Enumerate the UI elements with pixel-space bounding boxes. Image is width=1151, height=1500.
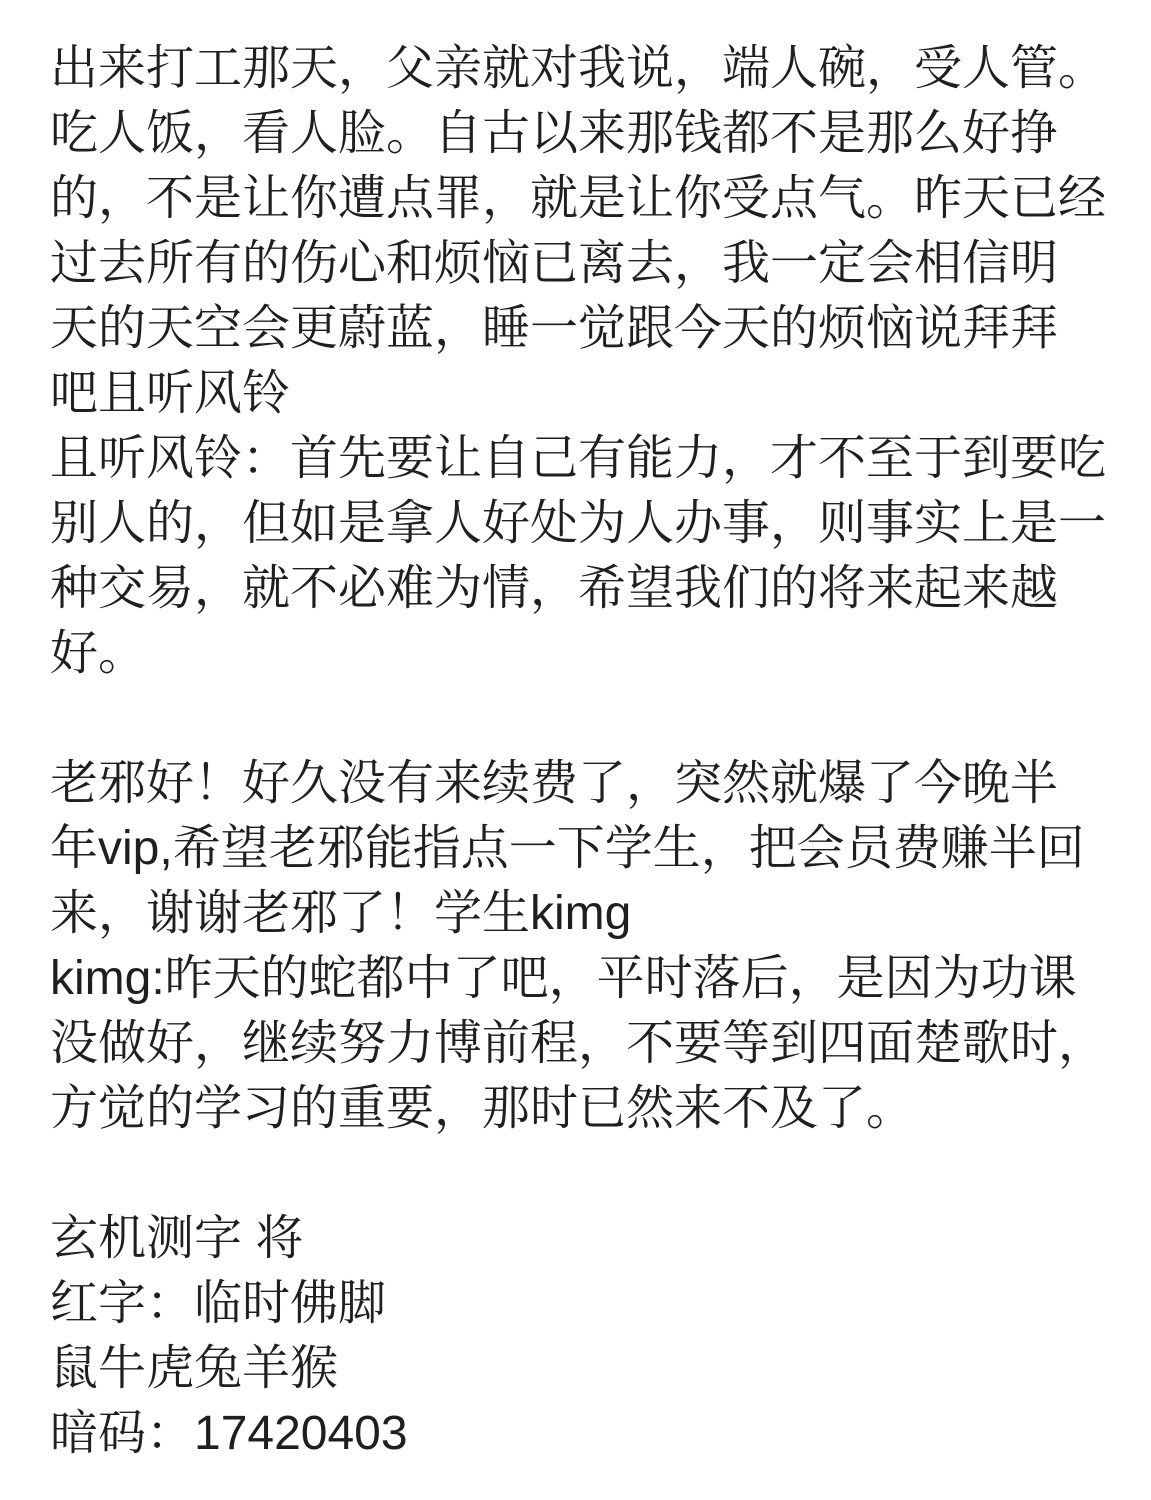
text-line: 来，谢谢老邪了！学生kimg [50,887,632,940]
text-line: 吧且听风铃 [50,367,291,420]
text-line: 的，不是让你遭点罪，就是让你受点气。昨天已经 [50,172,1107,225]
text-line: 暗码：17420403 [50,1407,408,1460]
text-line: 别人的，但如是拿人好处为人办事，则事实上是一 [50,497,1107,550]
text-line: 没做好，继续努力博前程，不要等到四面楚歌时， [50,1017,1107,1070]
text-line: 过去所有的伤心和烦恼已离去，我一定会相信明 [50,237,1059,290]
text-line: 种交易，就不必难为情，希望我们的将来起来越 [50,562,1059,615]
text-line: 红字：临时佛脚 [50,1277,387,1330]
text-line: 吃人饭，看人脸。自古以来那钱都不是那么好挣 [50,107,1059,160]
text-line: 好。 [50,627,147,680]
text-line: 天的天空会更蔚蓝，睡一觉跟今天的烦恼说拜拜 [50,302,1059,355]
text-line: 出来打工那天，父亲就对我说，端人碗，受人管。 [50,42,1107,95]
paragraph-footer [50,1206,1111,1466]
text-line: 方觉的学习的重要，那时已然来不及了。 [50,1082,915,1135]
text-line: 且听风铃：首先要让自己有能力，才不至于到要吃 [50,432,1107,485]
text-line: 老邪好！好久没有来续费了，突然就爆了今晚半 [50,757,1059,810]
paragraph-message [50,751,1111,1141]
text-line: 玄机测字 将 [50,1212,304,1265]
text-line: kimg:昨天的蛇都中了吧，平时落后，是因为功课 [50,952,1077,1005]
paragraph-intro [50,36,1111,686]
text-line: 鼠牛虎兔羊猴 [50,1342,339,1395]
text-line: 年vip,希望老邪能指点一下学生，把会员费赚半回 [50,822,1085,875]
